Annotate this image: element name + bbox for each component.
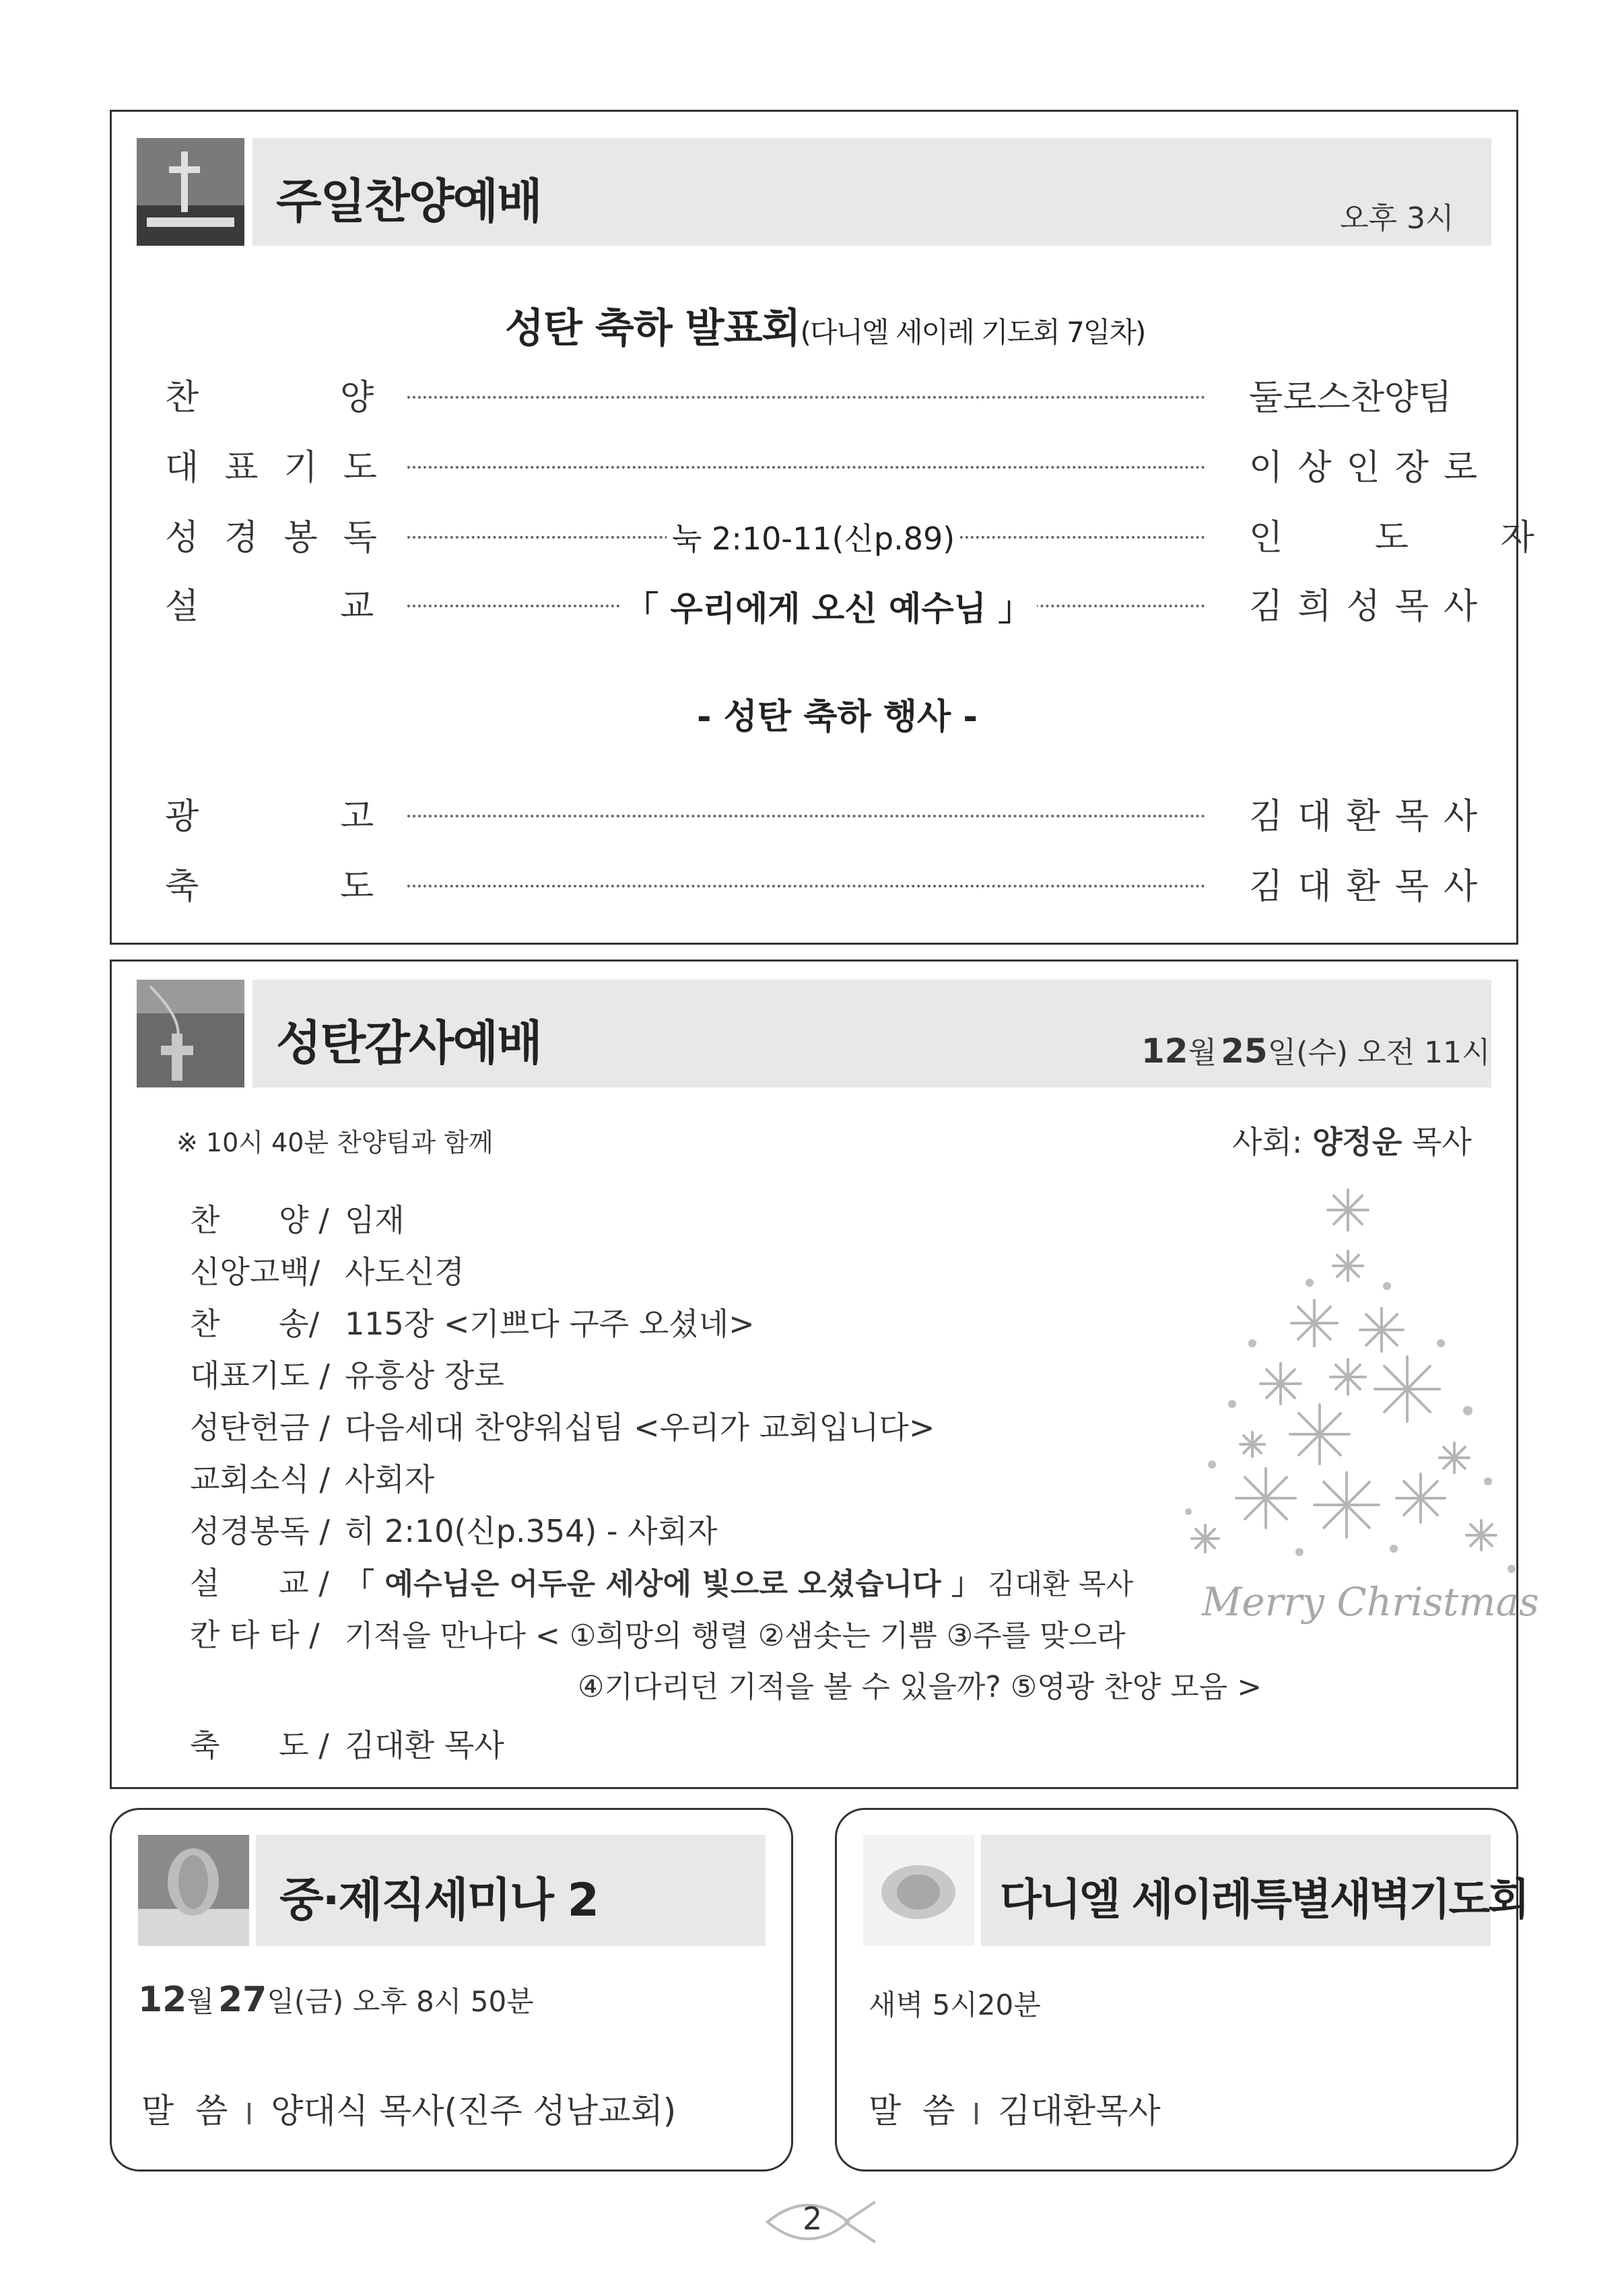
service-item	[190, 1721, 504, 1765]
christmas-tree-illustration	[1172, 1175, 1522, 1579]
order-label-end: 양	[340, 378, 374, 418]
date-month-unit: 월	[187, 1985, 214, 2018]
item-text: 다음세대 찬양워십팀 <우리가 교회입니다>	[345, 1409, 935, 1446]
speaker-name: 양대식 목사(진주 성남교회)	[271, 2091, 677, 2130]
order-row	[0, 858, 1624, 912]
date-day: 25	[1221, 1032, 1268, 1071]
item-label: 신앙고백/	[190, 1254, 320, 1290]
order-value: 이상인장로	[1249, 448, 1493, 488]
item-label: 찬 송/	[190, 1306, 320, 1342]
item-text: 「 예수님은 어두운 세상에 빛으로 오셨습니다 」	[345, 1567, 981, 1601]
event-title-sub: (다니엘 세이레 기도회 7일차)	[800, 316, 1145, 349]
event2-title: - 성탄 축하 행사 -	[697, 697, 978, 737]
item-text: 임재	[345, 1202, 405, 1238]
service-item	[578, 1662, 1262, 1706]
dotted-leader	[407, 396, 1205, 399]
item-text: 히 2:10(신p.354) - 사회자	[345, 1513, 718, 1549]
service-item	[190, 1455, 434, 1500]
item-text: 김대환 목사	[345, 1727, 504, 1763]
order-row	[0, 369, 1624, 423]
item-label: 찬 양 /	[190, 1202, 329, 1238]
section2-datetime	[1141, 1028, 1491, 1071]
order-row	[0, 578, 1624, 632]
date-day: 27	[217, 1980, 267, 2020]
order-label: 광	[165, 797, 199, 837]
item-label: 대표기도 /	[190, 1357, 330, 1394]
dotted-leader	[407, 815, 1205, 817]
event-title-main: 성탄 축하 발표회	[505, 305, 801, 352]
order-label: 축	[165, 867, 199, 907]
service-item	[190, 1507, 717, 1551]
event-title	[505, 296, 1145, 354]
service-item	[190, 1248, 465, 1292]
page-number: 2	[803, 2200, 823, 2237]
date-month: 12	[1141, 1032, 1188, 1071]
divider	[975, 2103, 978, 2124]
section4-speaker	[869, 2084, 1161, 2132]
sermon-title: 「 우리에게 오신 예수님 」	[619, 582, 1037, 630]
section3-speaker	[141, 2084, 676, 2132]
host	[1232, 1118, 1472, 1162]
divider	[248, 2103, 250, 2124]
order-row	[0, 439, 1624, 493]
item-text: 사도신경	[345, 1254, 465, 1290]
item-label: 교회소식 /	[190, 1461, 330, 1498]
section2-title: 성탄감사예배	[276, 1015, 541, 1071]
scripture-reference: 눅 2:10-11(신p.89)	[667, 514, 960, 559]
rosary-photo	[137, 980, 244, 1087]
item-text: 115장 <기쁘다 구주 오셨네>	[345, 1306, 755, 1342]
host-title: 목사	[1411, 1124, 1472, 1160]
cross-photo	[137, 138, 244, 246]
dotted-leader	[407, 466, 1205, 469]
order-value: 김대환목사	[1249, 867, 1493, 907]
merry-christmas-text: Merry Christmas	[1202, 1579, 1539, 1625]
dotted-leader	[407, 885, 1205, 887]
speaker-label: 말 씀	[141, 2091, 228, 2130]
item-after: 김대환 목사	[987, 1568, 1134, 1601]
service-item	[190, 1300, 755, 1344]
date-day-unit: 일(금) 오후 8시 50분	[267, 1985, 534, 2018]
speaker-name: 김대환목사	[998, 2091, 1161, 2130]
item-label: 칸 타 타 /	[190, 1617, 320, 1653]
section1-time: 오후 3시	[1340, 201, 1454, 236]
date-day-unit: 일(수) 오전 11시	[1267, 1036, 1491, 1070]
service-item	[190, 1351, 504, 1396]
order-value: 김대환목사	[1249, 797, 1493, 837]
note: ※ 10시 40분 찬양팀과 함께	[176, 1128, 494, 1157]
order-value: 김희성목사	[1249, 586, 1493, 627]
host-label: 사회:	[1232, 1124, 1303, 1160]
host-name: 양정운	[1312, 1124, 1402, 1160]
section3-title: 중·제직세미나 2	[279, 1874, 598, 1927]
item-label: 설 교 /	[190, 1565, 329, 1601]
speaker-label: 말 씀	[869, 2091, 955, 2130]
service-item	[190, 1196, 405, 1240]
praying-hands-photo	[138, 1835, 249, 1946]
order-label-end: 고	[340, 797, 374, 837]
order-label: 설	[165, 586, 199, 627]
order-value: 인 도 자	[1249, 518, 1575, 558]
service-item	[190, 1611, 1126, 1655]
item-label: 성탄헌금 /	[190, 1409, 330, 1446]
section1-title: 주일찬양예배	[276, 174, 541, 229]
order-row	[0, 788, 1624, 842]
order-label-end: 교	[340, 586, 374, 627]
item-text: 기적을 만나다 < ①희망의 행렬 ②샘솟는 기쁨 ③주를 맞으라	[345, 1619, 1126, 1653]
order-label: 찬	[165, 378, 199, 418]
item-text: 유흥상 장로	[345, 1357, 504, 1394]
order-row	[0, 509, 1624, 563]
order-label-end: 도	[340, 867, 374, 907]
date-month: 12	[138, 1980, 187, 2020]
order-label: 대표기도	[165, 448, 403, 488]
order-label: 성경봉독	[165, 518, 403, 558]
service-item	[190, 1559, 1133, 1603]
order-value: 둘로스찬양팀	[1249, 378, 1452, 418]
date-month-unit: 월	[1188, 1036, 1217, 1070]
item-text: 사회자	[345, 1461, 435, 1498]
service-item	[190, 1403, 935, 1448]
item-label: 성경봉독 /	[190, 1513, 330, 1549]
folded-hands-photo	[863, 1835, 974, 1946]
item-label: 축 도 /	[190, 1727, 329, 1763]
item-text: ④기다리던 기적을 볼 수 있을까? ⑤영광 찬양 모음 >	[578, 1670, 1262, 1704]
section4-title: 다니엘 세이레특별새벽기도회	[1000, 1875, 1528, 1925]
section4-time: 새벽 5시20분	[869, 1988, 1041, 2021]
section3-datetime	[138, 1980, 534, 2020]
